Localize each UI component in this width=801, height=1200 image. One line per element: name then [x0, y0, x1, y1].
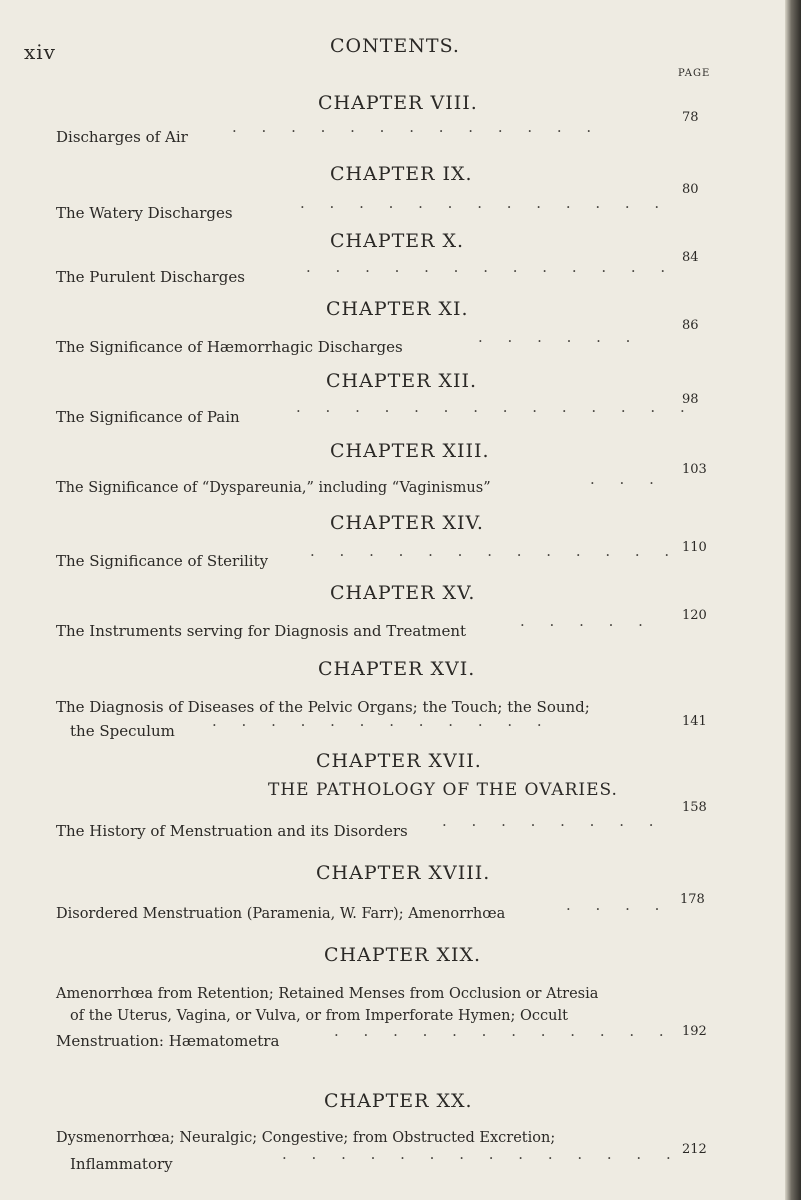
chapter-heading: CHAPTER XIV. [330, 512, 484, 534]
chapter-page-number: 98 [682, 392, 699, 407]
dot-leader: · · · · · · · · · · · · · [232, 122, 602, 140]
chapter-entry-title: Discharges of Air [56, 128, 188, 146]
chapter-page-number: 120 [682, 608, 707, 623]
chapter-page-number: 80 [682, 182, 699, 197]
chapter-entry-title: The Purulent Discharges [56, 268, 245, 286]
dot-leader: · · · · · · · · · · · · · [300, 198, 670, 216]
chapter-heading: CHAPTER XII. [326, 370, 478, 392]
chapter-entry-title: Dysmenorrhœa; Neuralgic; Congestive; from Obstructed Excretion; [56, 1130, 556, 1146]
dot-leader: · · · · · [520, 616, 653, 634]
chapter-entry-title: The Significance of Hæmorrhagic Discharges [56, 338, 403, 356]
dot-leader: · · · · [566, 900, 670, 918]
chapter-page-number: 78 [682, 110, 699, 125]
chapter-heading: CHAPTER XX. [324, 1090, 473, 1112]
chapter-entry-title-continued: Menstruation: Hæmatometra [56, 1032, 280, 1050]
chapter-heading: CHAPTER XVII. [316, 750, 482, 772]
chapter-page-number: 158 [682, 800, 707, 815]
chapter-entry-title-continued: Inflammatory [70, 1155, 173, 1173]
page-edge-shadow [785, 0, 801, 1200]
chapter-page-number: 110 [682, 540, 707, 555]
chapter-page-number: 192 [682, 1024, 707, 1039]
dot-leader: · · · · · · · · [442, 816, 664, 834]
chapter-entry-title: The Significance of Sterility [56, 552, 269, 570]
dot-leader: · · · [590, 474, 664, 492]
chapter-heading: CHAPTER XVIII. [316, 862, 491, 884]
chapter-heading: CHAPTER XIX. [324, 944, 482, 966]
chapter-heading: CHAPTER XIII. [330, 440, 490, 462]
chapter-heading: CHAPTER XVI. [318, 658, 476, 680]
chapter-entry-title: The Significance of “Dyspareunia,” including “Vaginismus” [56, 480, 491, 496]
running-title: CONTENTS. [330, 35, 460, 57]
chapter-page-number: 103 [682, 462, 707, 477]
chapter-entry-title-continued: the Speculum [70, 722, 175, 740]
chapter-entry-title: The Instruments serving for Diagnosis and Treatment [56, 622, 467, 640]
dot-leader: · · · · · · · · · · · · · · [296, 402, 695, 420]
chapter-entry-title-continued: of the Uterus, Vagina, or Vulva, or from Imperforate Hymen; Occult [70, 1008, 568, 1024]
chapter-entry-title: Amenorrhœa from Retention; Retained Menses from Occlusion or Atresia [56, 986, 599, 1002]
dot-leader: · · · · · · [478, 332, 641, 350]
chapter-entry-title: The Significance of Pain [56, 408, 240, 426]
section-subheading: THE PATHOLOGY OF THE OVARIES. [268, 780, 618, 800]
chapter-page-number: 84 [682, 250, 699, 265]
chapter-page-number: 141 [682, 714, 707, 729]
chapter-heading: CHAPTER XV. [330, 582, 476, 604]
chapter-entry-title: The History of Menstruation and its Disorders [56, 822, 408, 840]
dot-leader: · · · · · · · · · · · · [212, 716, 552, 734]
chapter-page-number: 212 [682, 1142, 707, 1157]
chapter-heading: CHAPTER X. [330, 230, 465, 252]
chapter-entry-title: The Diagnosis of Diseases of the Pelvic Organs; the Touch; the Sound; [56, 698, 590, 716]
dot-leader: · · · · · · · · · · · · · [310, 546, 680, 564]
dot-leader: · · · · · · · · · · · · · · [282, 1149, 681, 1167]
chapter-heading: CHAPTER IX. [330, 163, 473, 185]
page-column-label: PAGE [678, 68, 711, 79]
dot-leader: · · · · · · · · · · · · [334, 1026, 674, 1044]
chapter-page-number: 86 [682, 318, 699, 333]
dot-leader: · · · · · · · · · · · · · [306, 262, 676, 280]
chapter-page-number: 178 [680, 892, 705, 907]
chapter-entry-title: The Watery Discharges [56, 204, 233, 222]
chapter-heading: CHAPTER VIII. [318, 92, 478, 114]
chapter-heading: CHAPTER XI. [326, 298, 469, 320]
chapter-entry-title: Disordered Menstruation (Paramenia, W. Farr); Amenorrhœa [56, 906, 506, 922]
page-number: xiv [24, 40, 56, 64]
